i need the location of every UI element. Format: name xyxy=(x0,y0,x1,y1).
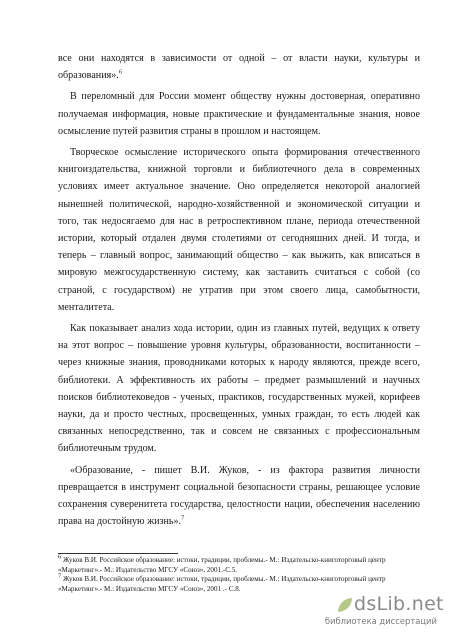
footnote-divider xyxy=(58,553,178,554)
paragraph-5: «Образование, - пишет В.И. Жуков, - из фактора развития личности превращается в инструмент социальной безопасности страны, решающее условие сохранения суверенитета государства, целостности нации, обеспечения населению права на достойную жизнь».$^7$ xyxy=(58,464,420,528)
watermark-caption: библиотека диссертаций xyxy=(324,616,437,626)
paragraph-3: Творческое осмысление исторического опыта формирования отечественного книгоиздательства, книжной торговли и библиотечного дела в современных условиях имеет актуальное значение. Оно определяется некоторой аналогией нынешней политической, народно-хозяйственной и экономической ситуации и того, так недосягаемо для нас в ретроспективном плане, периода отечественной истории, который отдален двумя столетиями от сегодняшних дней. И тогда, и теперь – главный вопрос, занимающий общество – как выжить, как вписаться в мировую межгосударственную систему, как заставить считаться с собой (со страной, с государством) не утратив при этом своего лица, самобытности, менталитета. xyxy=(58,147,420,313)
paragraph-4: Как показывает анализ хода истории, один из главных путей, ведущих к ответу на этот вопрос – повышение уровня культуры, образованности, воспитанности – через книжные знания, проводниками которых к народу являются, прежде всего, библиотеки. А эффективность их работы – предмет размышлений и научных поисков библиотековедов - ученых, практиков, государственных мужей, корифеев науки, да и просто честных, просвещенных, умных граждан, то есть людей как связанных непосредственно, так и совсем не связанных с профессиональным библиотечным трудом. xyxy=(58,323,420,455)
watermark[interactable] xyxy=(324,593,444,627)
document-body xyxy=(58,50,420,530)
paragraph-2: В переломный для России момент обществу нужны достоверная, оперативно получаемая информация, новые практические и фундаментальные знания, новое осмысление путей развития страны в прошлом и настоящем. xyxy=(58,91,420,137)
footnotes xyxy=(58,553,438,594)
footnote-6-line-1: $^6$ Жуков В.И. Российское образование: истоки, традиции, проблемы.- М.: Издательско-книготорговый центр xyxy=(58,553,386,564)
footnote-6-line-2: «Маркетинг».- М.: Издательство МГСУ «Союз», 2001.-С.5. xyxy=(58,565,238,574)
footnote-7-line-2: «Маркетинг».- М.: Издательство МГСУ «Союз», 2001 .- С.8. xyxy=(58,584,241,593)
watermark-site: dsLib.net xyxy=(354,593,444,615)
leaf-icon xyxy=(338,598,352,612)
footnote-ref-7[interactable]: 7 xyxy=(181,514,185,522)
paragraph-1: все они находятся в зависимости от одной – от власти науки, культуры и образования».$^6$ xyxy=(58,53,420,82)
footnote-ref-6[interactable]: 6 xyxy=(118,68,123,76)
footnote-7-line-1: $^7$ Жуков В.И. Российское образование: истоки, традиции, проблемы.- М.: Издательско-книготорговый центр xyxy=(58,572,386,584)
